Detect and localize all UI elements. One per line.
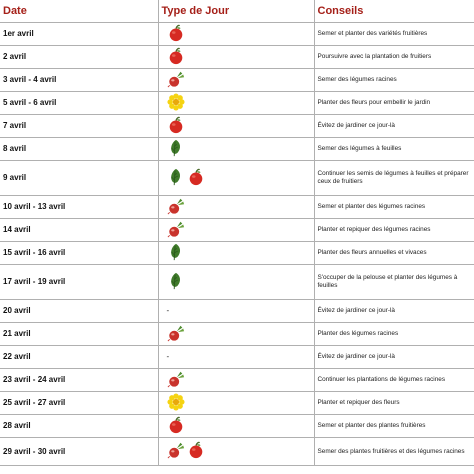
day-type-cell bbox=[158, 300, 314, 323]
date-cell: 3 avril - 4 avril bbox=[0, 69, 158, 92]
conseil-cell: Poursuivre avec la plantation de fruitiers bbox=[314, 46, 474, 69]
conseil-cell: Semer des légumes à feuilles bbox=[314, 138, 474, 161]
date-cell: 15 avril - 16 avril bbox=[0, 242, 158, 265]
date-cell: 23 avril - 24 avril bbox=[0, 369, 158, 392]
leaf-icon bbox=[167, 272, 185, 293]
radish-icon bbox=[167, 197, 185, 218]
table-row bbox=[0, 346, 474, 369]
radish-icon bbox=[167, 70, 185, 91]
conseil-cell: Planter des légumes racines bbox=[314, 323, 474, 346]
date-cell: 5 avril - 6 avril bbox=[0, 92, 158, 115]
day-type-cell bbox=[158, 115, 314, 138]
conseil-cell: Semer et planter des variétés fruitières bbox=[314, 23, 474, 46]
day-type-cell bbox=[158, 438, 314, 466]
table-row bbox=[0, 323, 474, 346]
conseil-cell: Évitez de jardiner ce jour-là bbox=[314, 300, 474, 323]
flower-icon bbox=[167, 93, 185, 114]
table-row bbox=[0, 265, 474, 300]
table-row bbox=[0, 69, 474, 92]
date-cell: 2 avril bbox=[0, 46, 158, 69]
date-cell: 7 avril bbox=[0, 115, 158, 138]
conseil-cell: S'occuper de la pelouse et planter des légumes à feuilles bbox=[314, 265, 474, 300]
header-conseils: Conseils bbox=[314, 0, 474, 23]
radish-icon bbox=[167, 220, 185, 241]
header-type: Type de Jour bbox=[158, 0, 314, 23]
day-type-cell bbox=[158, 415, 314, 438]
leaf-icon bbox=[167, 243, 185, 264]
date-cell: 1er avril bbox=[0, 23, 158, 46]
table-row bbox=[0, 219, 474, 242]
date-cell: 8 avril bbox=[0, 138, 158, 161]
day-type-cell bbox=[158, 369, 314, 392]
table-row bbox=[0, 196, 474, 219]
date-cell: 29 avril - 30 avril bbox=[0, 438, 158, 466]
day-type-cell bbox=[158, 69, 314, 92]
day-type-cell bbox=[158, 219, 314, 242]
table-row bbox=[0, 438, 474, 466]
day-type-cell bbox=[158, 265, 314, 300]
dash-text: - bbox=[166, 306, 170, 315]
day-type-cell bbox=[158, 196, 314, 219]
day-type-cell bbox=[158, 138, 314, 161]
day-type-cell bbox=[158, 392, 314, 415]
date-cell: 9 avril bbox=[0, 161, 158, 196]
conseil-cell: Évitez de jardiner ce jour-là bbox=[314, 115, 474, 138]
leaf-icon bbox=[167, 168, 185, 189]
table-row bbox=[0, 115, 474, 138]
table-row bbox=[0, 92, 474, 115]
header-date: Date bbox=[0, 0, 158, 23]
date-cell: 14 avril bbox=[0, 219, 158, 242]
conseil-cell: Semer et planter des légumes racines bbox=[314, 196, 474, 219]
date-cell: 20 avril bbox=[0, 300, 158, 323]
conseil-cell: Évitez de jardiner ce jour-là bbox=[314, 346, 474, 369]
date-cell: 10 avril - 13 avril bbox=[0, 196, 158, 219]
table-row bbox=[0, 23, 474, 46]
table-row bbox=[0, 242, 474, 265]
radish-icon bbox=[167, 441, 185, 462]
day-type-cell bbox=[158, 92, 314, 115]
table-row bbox=[0, 161, 474, 196]
conseil-cell: Semer des légumes racines bbox=[314, 69, 474, 92]
day-type-cell bbox=[158, 323, 314, 346]
conseil-cell: Continuer les semis de légumes à feuilles et préparer ceux de fruitiers bbox=[314, 161, 474, 196]
radish-icon bbox=[167, 370, 185, 391]
leaf-icon bbox=[167, 139, 185, 160]
table-row bbox=[0, 46, 474, 69]
flower-icon bbox=[167, 393, 185, 414]
day-type-cell bbox=[158, 242, 314, 265]
conseil-cell: Semer et planter des plantes fruitières bbox=[314, 415, 474, 438]
apple-icon bbox=[167, 47, 185, 68]
table-row bbox=[0, 300, 474, 323]
date-cell: 21 avril bbox=[0, 323, 158, 346]
conseil-cell: Semer des plantes fruitières et des légumes racines bbox=[314, 438, 474, 466]
apple-icon bbox=[187, 168, 205, 189]
date-cell: 17 avril - 19 avril bbox=[0, 265, 158, 300]
table-row bbox=[0, 392, 474, 415]
apple-icon bbox=[167, 416, 185, 437]
day-type-cell bbox=[158, 23, 314, 46]
table-row bbox=[0, 138, 474, 161]
table-row bbox=[0, 369, 474, 392]
apple-icon bbox=[167, 116, 185, 137]
date-cell: 22 avril bbox=[0, 346, 158, 369]
radish-icon bbox=[167, 324, 185, 345]
table-body bbox=[0, 23, 474, 466]
conseil-cell: Planter et repiquer des fleurs bbox=[314, 392, 474, 415]
day-type-cell bbox=[158, 46, 314, 69]
day-type-cell bbox=[158, 161, 314, 196]
apple-icon bbox=[167, 24, 185, 45]
apple-icon bbox=[187, 441, 205, 462]
date-cell: 25 avril - 27 avril bbox=[0, 392, 158, 415]
date-cell: 28 avril bbox=[0, 415, 158, 438]
conseil-cell: Planter et repiquer des légumes racines bbox=[314, 219, 474, 242]
conseil-cell: Continuer les plantations de légumes racines bbox=[314, 369, 474, 392]
day-type-cell bbox=[158, 346, 314, 369]
table-row bbox=[0, 415, 474, 438]
conseil-cell: Planter des fleurs annuelles et vivaces bbox=[314, 242, 474, 265]
dash-text: - bbox=[166, 352, 170, 361]
conseil-cell: Planter des fleurs pour embellir le jardin bbox=[314, 92, 474, 115]
header-row bbox=[0, 0, 474, 23]
